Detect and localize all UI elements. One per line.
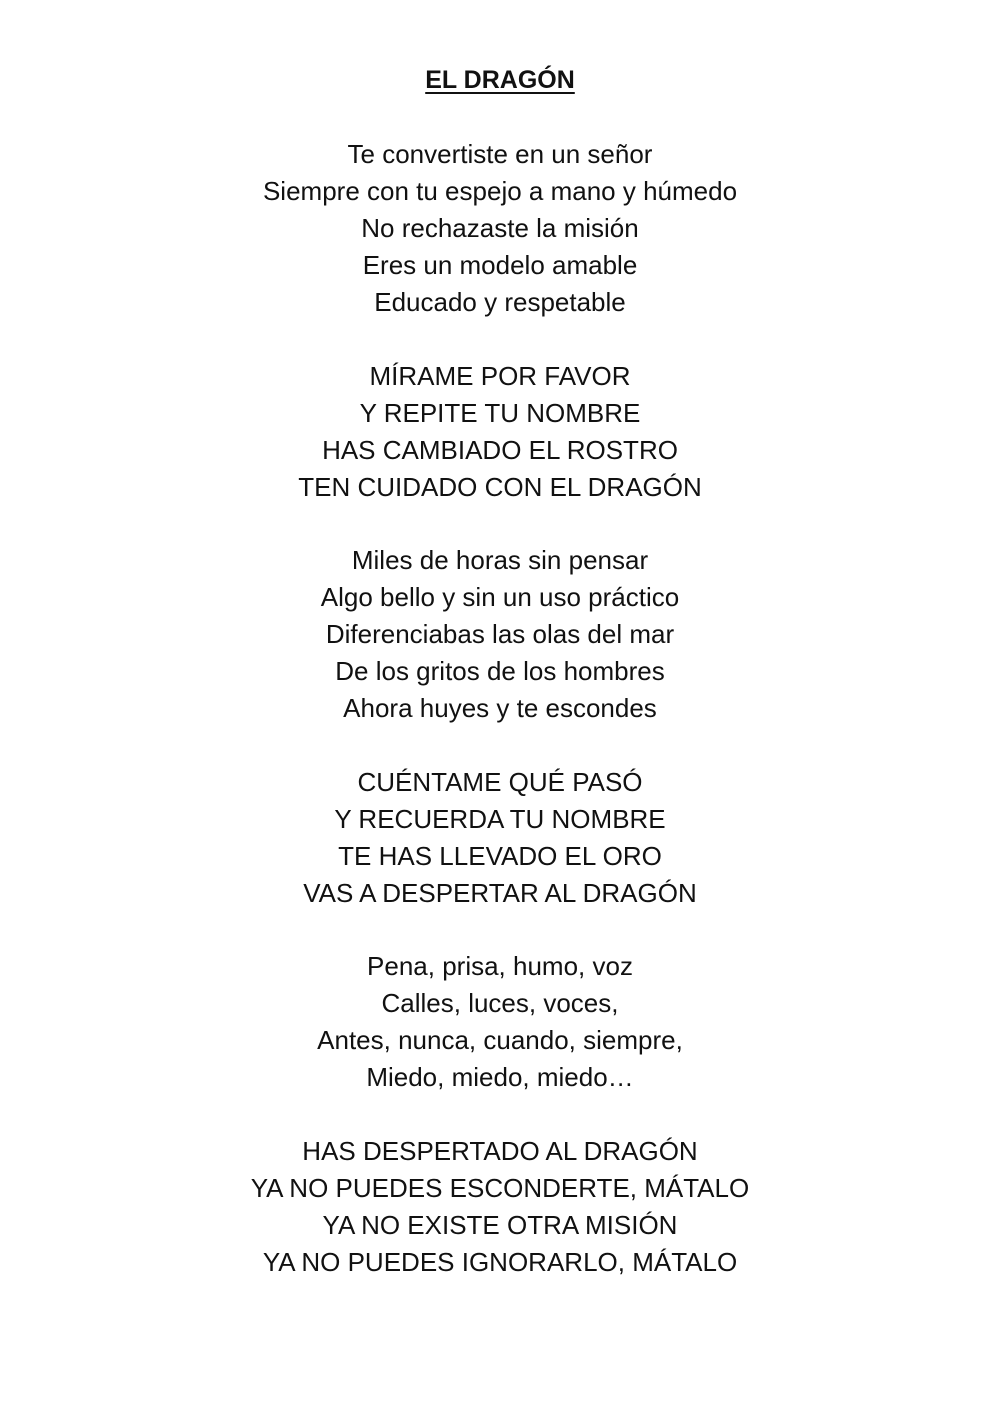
stanza-1 <box>0 136 1000 321</box>
stanza-6-final-chorus <box>0 1133 1000 1281</box>
poem-line: Antes, nunca, cuando, siempre, <box>317 1025 683 1055</box>
poem-line: YA NO PUEDES IGNORARLO, MÁTALO <box>262 1247 738 1277</box>
poem-line: Pena, prisa, humo, voz <box>367 951 633 981</box>
poem-line: Miles de horas sin pensar <box>351 545 649 575</box>
poem-line: HAS CAMBIADO EL ROSTRO <box>322 435 678 465</box>
poem-line: Miedo, miedo, miedo… <box>366 1062 634 1092</box>
poem-line: No rechazaste la misión <box>361 213 639 243</box>
poem-line: HAS DESPERTADO AL DRAGÓN <box>302 1136 698 1166</box>
stanza-4-chorus <box>0 764 1000 912</box>
poem-line: Eres un modelo amable <box>362 250 638 280</box>
poem-line: Te convertiste en un señor <box>347 139 653 169</box>
poem-line: TE HAS LLEVADO EL ORO <box>338 841 662 871</box>
stanza-3 <box>0 542 1000 727</box>
poem-line: Calles, luces, voces, <box>381 988 619 1018</box>
poem-line: Y REPITE TU NOMBRE <box>359 398 641 428</box>
poem-line: De los gritos de los hombres <box>335 656 665 686</box>
poem-title: EL DRAGÓN <box>425 66 575 94</box>
poem-line: MÍRAME POR FAVOR <box>369 361 631 391</box>
poem-line: CUÉNTAME QUÉ PASÓ <box>357 767 643 797</box>
poem-line: Siempre con tu espejo a mano y húmedo <box>262 176 738 206</box>
poem-line: Diferenciabas las olas del mar <box>325 619 675 649</box>
poem-line: YA NO PUEDES ESCONDERTE, MÁTALO <box>250 1173 750 1203</box>
stanza-5 <box>0 948 1000 1096</box>
poem-line: VAS A DESPERTAR AL DRAGÓN <box>303 878 697 908</box>
poem-line: YA NO EXISTE OTRA MISIÓN <box>322 1210 678 1240</box>
poem-line: Algo bello y sin un uso práctico <box>320 582 680 612</box>
poem-line: Y RECUERDA TU NOMBRE <box>334 804 666 834</box>
poem-line: TEN CUIDADO CON EL DRAGÓN <box>298 472 702 502</box>
poem-line: Ahora huyes y te escondes <box>343 693 657 723</box>
poem-line: Educado y respetable <box>374 287 626 317</box>
stanza-2-chorus <box>0 358 1000 506</box>
